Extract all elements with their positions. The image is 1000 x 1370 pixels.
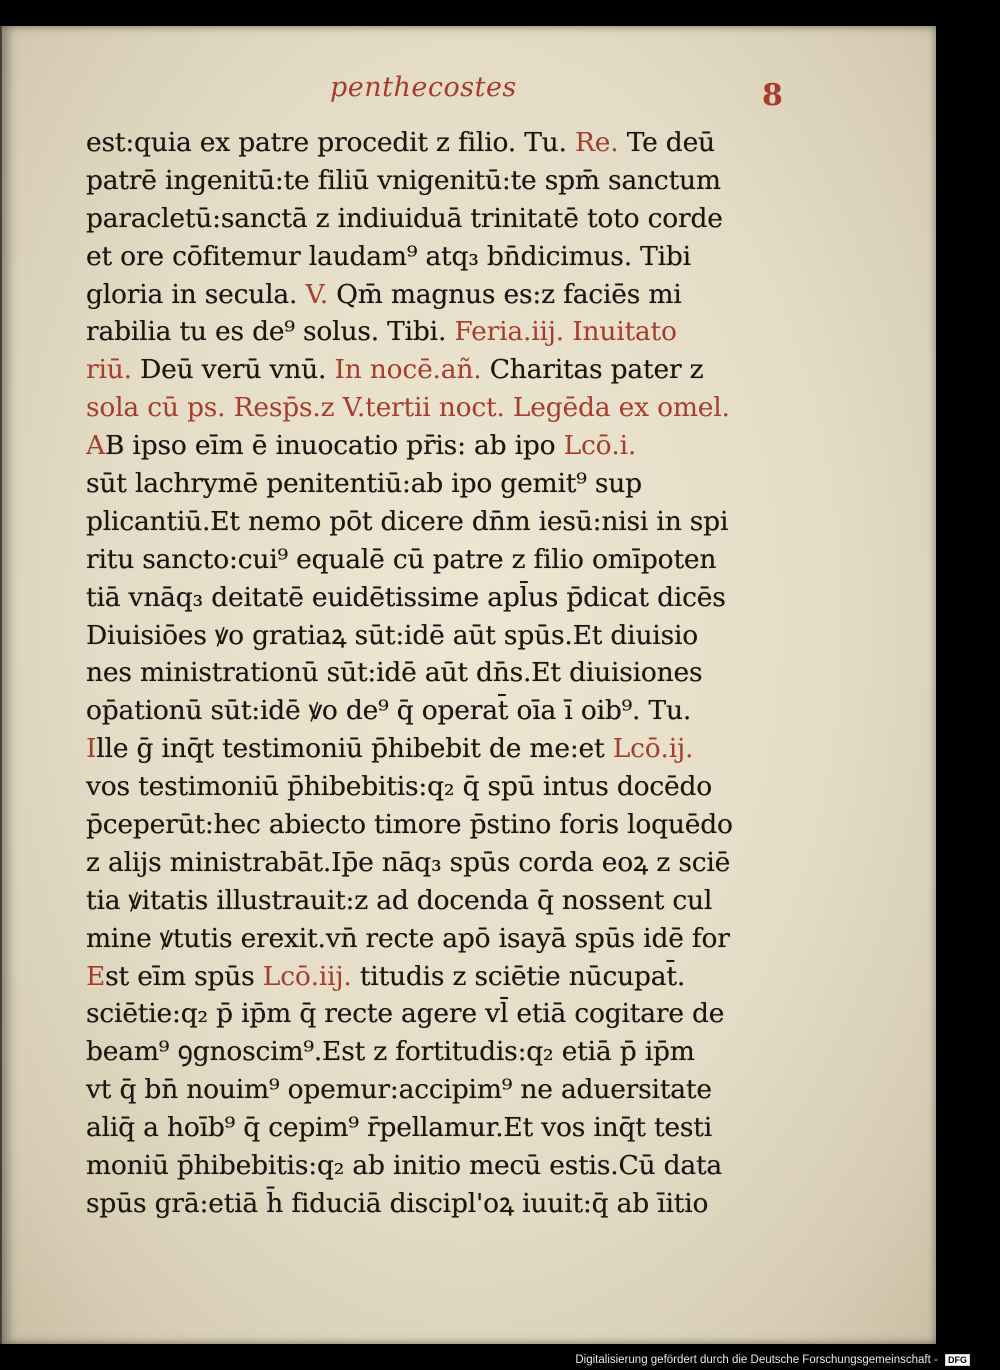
body-text: ritu sancto:cui⁹ equalē cū patre z filio omīpoten: [86, 543, 717, 575]
rubric-text: Lcō.i.: [563, 430, 637, 462]
body-text: p̄ceperūt:hec abiecto timore p̄stino foris loquēdo: [86, 809, 733, 841]
text-line: [86, 465, 816, 503]
body-text: Charitas pater z: [489, 354, 704, 386]
text-line: [86, 995, 816, 1033]
rubric-text: Lcō.ij.: [612, 733, 694, 765]
body-text: rabilia tu es de⁹ solus. Tibi.: [86, 316, 455, 348]
running-head: penthecostes: [330, 72, 517, 103]
text-line: [86, 882, 816, 920]
rubric-text: V.: [305, 278, 337, 310]
text-line: [86, 162, 816, 200]
body-text: op̄ationū sūt:idē ꝟo de⁹ q̄ operat̄ oīa ī oib⁹. Tu.: [86, 695, 692, 727]
body-text: sūt lachrymē penitentiū:ab ipo gemit⁹ sup: [86, 468, 642, 500]
body-text: tia ꝟitatis illustrauit:z ad docenda q̄ nossent cul: [86, 884, 713, 916]
text-line: [86, 200, 816, 238]
body-text: moniū p̄hibebitis:q₂ ab initio mecū estis.Cū data: [86, 1150, 723, 1182]
body-text: titudis z sciētie nūcupat̄.: [359, 960, 686, 992]
text-line: [86, 541, 816, 579]
body-text: et ore cōfitemur laudam⁹ atq₃ bn̄dicimus. Tibi: [86, 240, 691, 272]
rubric-text: A: [86, 430, 105, 462]
rubric-text: I: [86, 733, 97, 765]
text-line: [86, 276, 816, 314]
body-text: B ipso eīm ē inuocatio pr̄is: ab ipo: [104, 430, 564, 462]
rubric-text: Feria.iij. Inuitato: [454, 316, 677, 348]
body-text: spūs grā:etiā h̄ fiduciā discipl'oꝝ iuuit:q̄ ab īitio: [86, 1187, 709, 1219]
body-text: st eīm spūs: [105, 960, 263, 992]
rubric-text: In nocē.añ.: [334, 354, 490, 386]
text-line: [86, 1185, 816, 1223]
body-text: sciētie:q₂ p̄ ip̄m q̄ recte agere vl̄ etiā cogitare de: [86, 998, 725, 1030]
text-line: [86, 617, 816, 655]
body-text: Diuisiōes ꝟo gratiaꝝ sūt:idē aūt spūs.Et diuisio: [86, 619, 699, 651]
text-line: [86, 920, 816, 958]
body-text: z alijs ministrabāt.Ip̄e nāq₃ spūs corda eoꝝ z sciē: [86, 846, 731, 878]
body-text: est:quia ex patre procedit z filio. Tu.: [86, 127, 575, 158]
body-text: gloria in secula.: [86, 278, 306, 310]
text-line: [86, 654, 816, 692]
text-line: [86, 313, 816, 351]
text-line: [86, 503, 816, 541]
body-text: vos testimoniū p̄hibebitis:q₂ q̄ spū intus docēdo: [86, 771, 713, 803]
body-text: vt q̄ bn̄ nouim⁹ opemur:accipim⁹ ne aduersitate: [86, 1074, 712, 1106]
rubric-text: riū.: [86, 354, 141, 386]
body-text: plicantiū.Et nemo pōt dicere dn̄m iesū:nisi in spi: [86, 505, 729, 537]
rubric-text: sola cū ps. Resp̄s.z V.tertii noct. Legēda ex omel.: [86, 392, 730, 424]
text-line: [86, 238, 816, 276]
body-text: aliq̄ a hoīb⁹ q̄ cepim⁹ r̄pellamur.Et vos inq̄t testi: [86, 1112, 713, 1144]
text-line: [86, 579, 816, 617]
body-text: Te deū: [626, 127, 715, 158]
body-text: tiā vnāq₃ deitatē euidētissime apl̄us p̄dicat dicēs: [86, 581, 726, 613]
body-text: mine ꝟtutis erexit.vn̄ recte apō isayā spūs idē for: [86, 922, 730, 954]
body-text: paracletū:sanctā z indiuiduā trinitatē toto corde: [86, 202, 723, 234]
text-line: [86, 427, 816, 465]
text-line: [86, 1147, 816, 1185]
body-text: Qm̄ magnus es:z faciēs mi: [336, 278, 682, 310]
text-line: [86, 730, 816, 768]
text-line: [86, 806, 816, 844]
text-line: [86, 692, 816, 730]
text-line: [86, 1109, 816, 1147]
rubric-text: E: [86, 960, 106, 992]
text-line: [86, 1071, 816, 1109]
digitization-credit: [575, 1354, 970, 1366]
dfg-logo-icon: DFG: [945, 1354, 970, 1366]
text-line: [86, 844, 816, 882]
body-text: beam⁹ ꝯgnoscim⁹.Est z fortitudis:q₂ etiā p̄ ip̄m: [86, 1036, 695, 1068]
body-text: nes ministrationū sūt:idē aūt dn̄s.Et diuisiones: [86, 657, 703, 689]
text-line: [86, 1033, 816, 1071]
text-line: [86, 768, 816, 806]
folio-number: 8: [762, 78, 783, 113]
text-line: [86, 124, 816, 162]
text-line: [86, 958, 816, 996]
text-line: [86, 351, 816, 389]
rubric-text: Re.: [575, 127, 627, 158]
rubric-text: Lcō.iij.: [262, 960, 360, 992]
body-text: patrē ingenitū:te filiū vnigenitū:te spm̄ sanctum: [86, 164, 721, 196]
text-block: [86, 124, 816, 1223]
body-text: Deū verū vnū.: [140, 354, 335, 386]
body-text: lle ḡ inq̄t testimoniū p̄hibebit de me:et: [96, 733, 613, 765]
text-line: [86, 389, 816, 427]
credit-text: Digitalisierung gefördert durch die Deutsche Forschungsgemeinschaft -: [575, 1354, 938, 1366]
